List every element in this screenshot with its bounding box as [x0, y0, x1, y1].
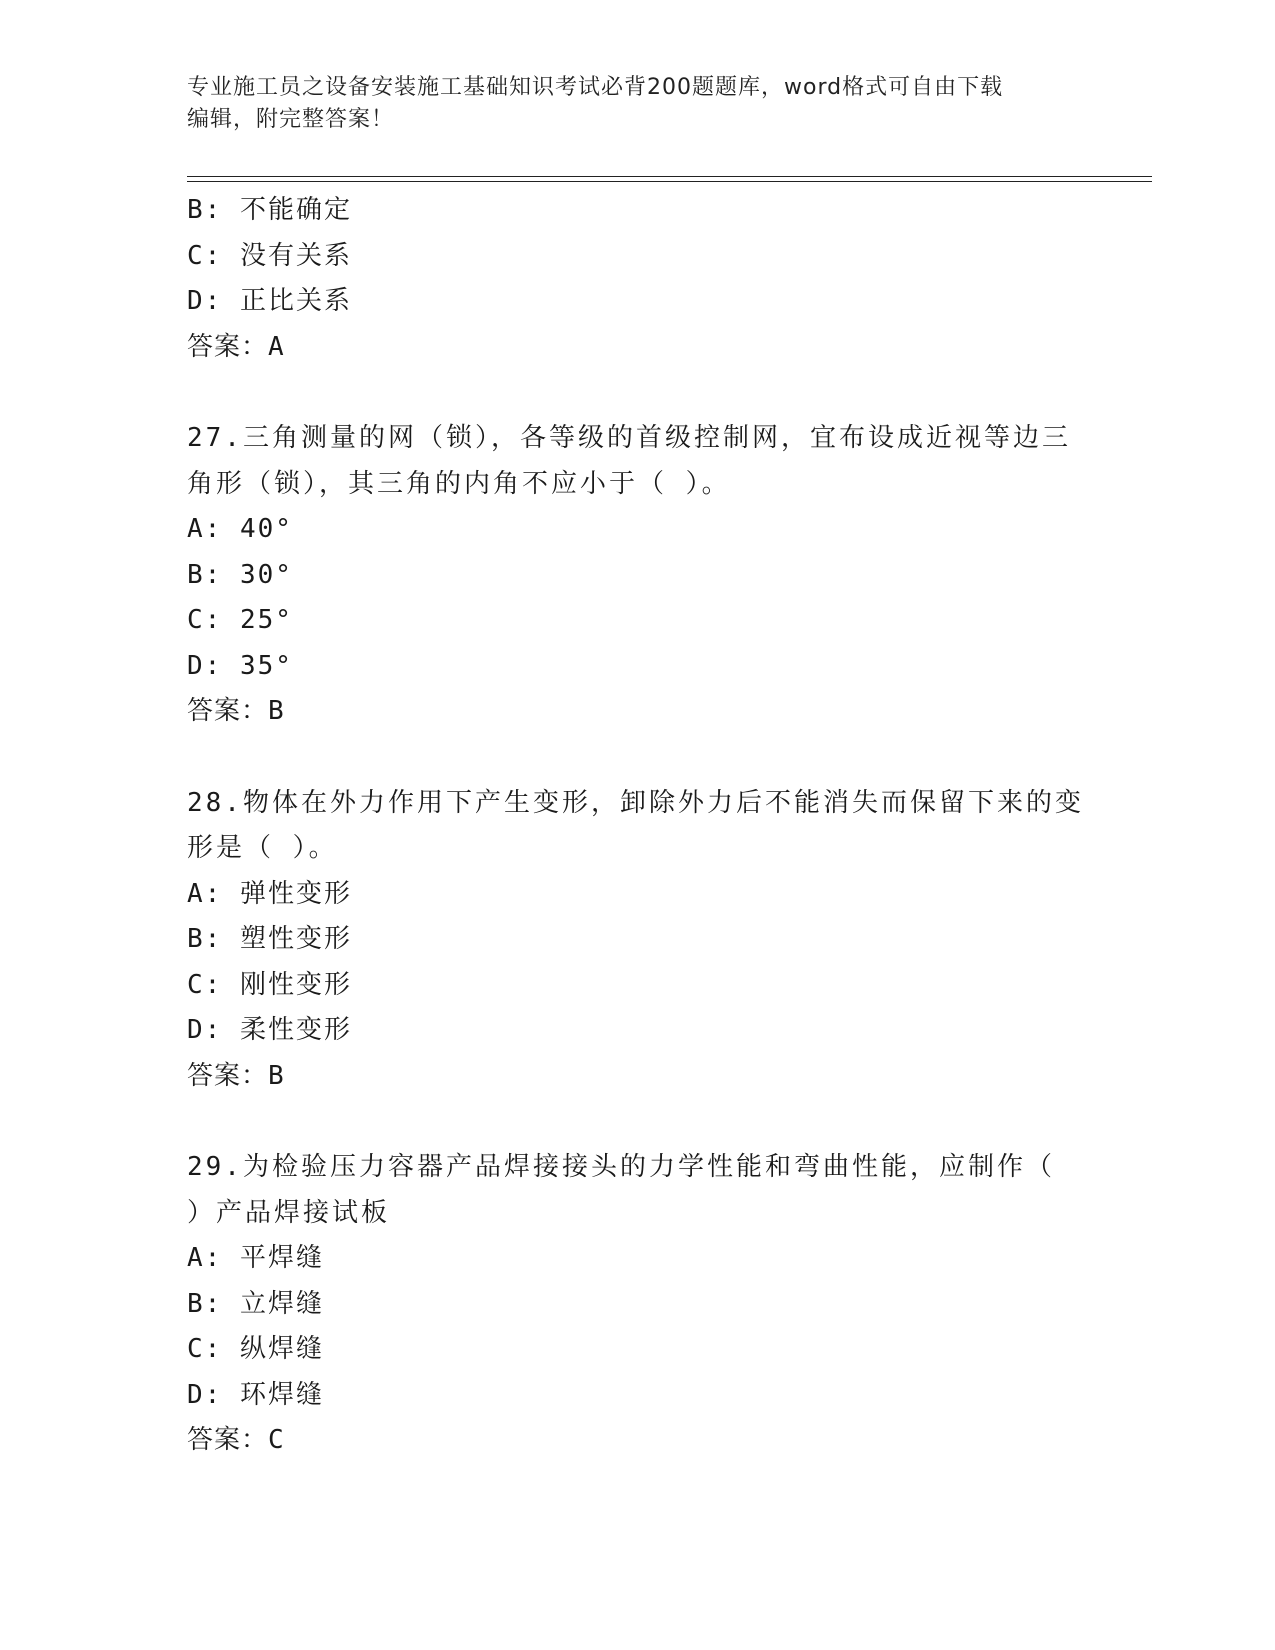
option-a: A: 平焊缝: [187, 1243, 324, 1273]
option-d: D: 柔性变形: [187, 1015, 352, 1045]
answer-value: B: [268, 696, 285, 726]
option-c: C: 纵焊缝: [187, 1334, 324, 1364]
option-d: D: 正比关系: [187, 286, 352, 316]
option-b: B: 不能确定: [187, 195, 352, 225]
option-b: B: 立焊缝: [187, 1288, 324, 1319]
header-divider-bottom: [187, 181, 1152, 182]
answer-value: C: [268, 1425, 285, 1455]
option-c: C: 刚性变形: [187, 969, 352, 1000]
question-block-continued: [187, 188, 1087, 370]
question-block-27: [187, 416, 1087, 735]
question-list: [187, 188, 1087, 1510]
header-title-line-2: 编辑，附完整答案！: [187, 107, 395, 132]
question-stem-line-1: 29.为检验压力容器产品焊接接头的力学性能和弯曲性能，应制作（: [187, 1152, 1055, 1182]
option-a: A: 弹性变形: [187, 878, 352, 909]
answer-label: 答案：: [187, 331, 269, 362]
answer-line: [187, 1054, 1087, 1100]
answer-label: 答案：: [187, 1425, 269, 1455]
option-d: D: 35°: [187, 650, 293, 681]
answer-line: [187, 1418, 1087, 1464]
question-stem-line-1: 28.物体在外力作用下产生变形，卸除外力后不能消失而保留下来的变: [187, 787, 1084, 818]
option-a: A: 40°: [187, 514, 293, 544]
question-stem-line-2: ）产品焊接试板: [187, 1197, 391, 1228]
document-header: [187, 72, 1087, 136]
question-block-28: [187, 781, 1087, 1100]
answer-value: A: [268, 331, 285, 362]
option-d: D: 环焊缝: [187, 1379, 324, 1410]
option-b: B: 塑性变形: [187, 924, 352, 954]
header-title-line-1: 专业施工员之设备安装施工基础知识考试必背200题题库，word格式可自由下载: [187, 75, 1004, 100]
question-stem-line-2: 形是（ ）。: [187, 833, 338, 863]
answer-label: 答案：: [187, 1060, 269, 1091]
header-divider-top: [187, 176, 1152, 177]
answer-line: [187, 325, 1087, 371]
answer-label: 答案：: [187, 696, 269, 726]
question-stem-line-2: 角形（锁），其三角的内角不应小于（ ）。: [187, 468, 731, 499]
option-b: B: 30°: [187, 559, 293, 590]
answer-value: B: [268, 1060, 285, 1091]
option-c: C: 没有关系: [187, 240, 352, 271]
option-c: C: 25°: [187, 605, 293, 635]
question-block-29: [187, 1145, 1087, 1464]
answer-line: [187, 689, 1087, 735]
question-stem-line-1: 27.三角测量的网（锁），各等级的首级控制网，宜布设成近视等边三: [187, 423, 1071, 453]
